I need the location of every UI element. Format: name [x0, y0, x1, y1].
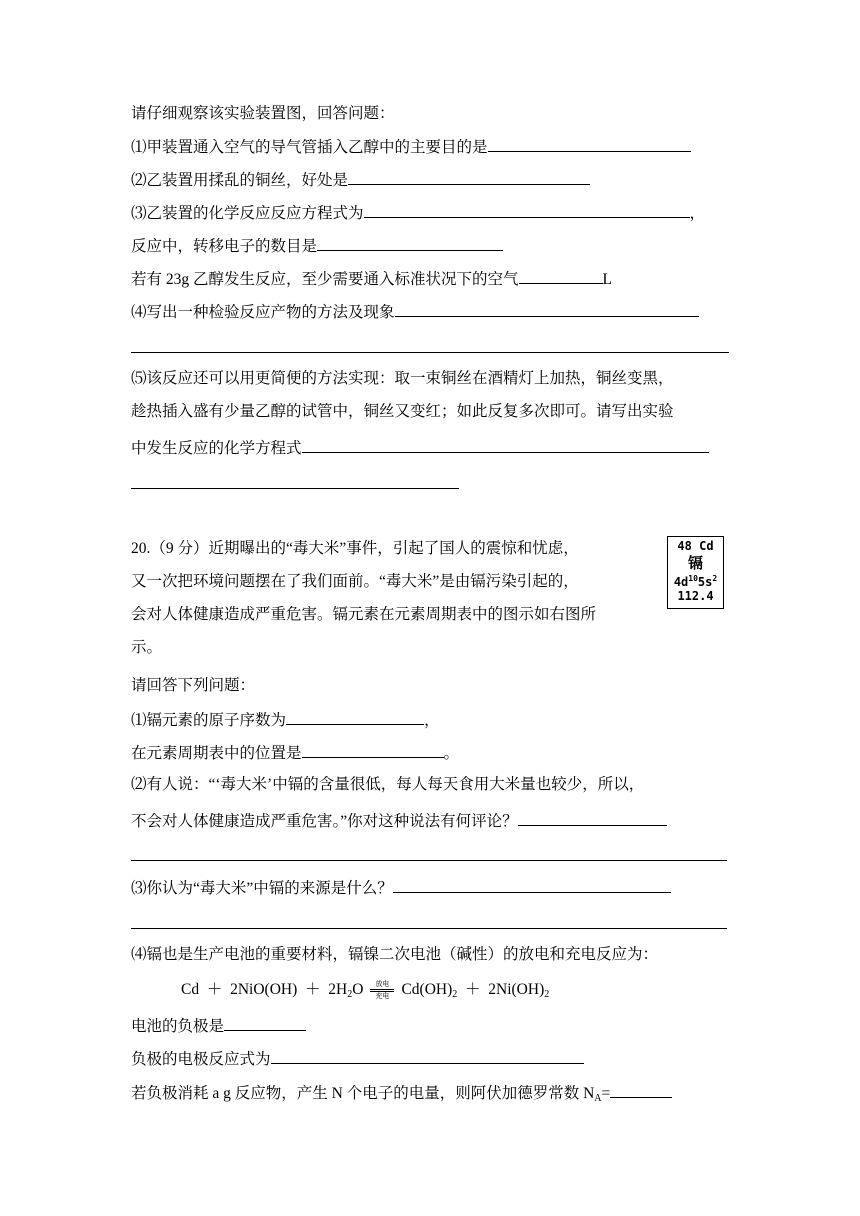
q19-part1-text: ⑴甲装置通入空气的导气管插入乙醇中的主要目的是: [131, 139, 488, 156]
q20-negative-electrode: [131, 1015, 306, 1037]
q19-part3c-unit: L: [602, 271, 612, 288]
atomic-number: 48: [677, 539, 692, 553]
q19-part5-line2: 趁热插入盛有少量乙醇的试管中，铜丝又变红；如此反复多次即可。请写出实验: [131, 403, 674, 420]
q20-line1: 20.（9 分）近期曝出的“毒大米”事件，引起了国人的震惊和忧虑，: [131, 540, 579, 557]
answer-blank[interactable]: [393, 877, 671, 893]
answer-blank[interactable]: [610, 1082, 672, 1098]
answer-blank[interactable]: [271, 1048, 584, 1064]
q20-part2-line1: ⑵有人说：“‘毒大米’中镉的含量很低，每人每天食用大米量也较少，所以，: [131, 776, 645, 793]
q20-negative-equation: [131, 1048, 584, 1070]
answer-blank[interactable]: [302, 437, 709, 453]
q19-part4: [131, 301, 699, 323]
q19-part3c: [131, 268, 612, 290]
q20-avogadro: 若负极消耗 a g 反应物，产生 N 个电子的电量，则阿伏加德罗常数 $N_A=$: [131, 1082, 672, 1109]
q19-part1: [131, 136, 691, 158]
q20-line2: 又一次把环境问题摆在了我们面前。“毒大米”是由镉污染引起的，: [131, 573, 579, 590]
element-name: 镉: [687, 554, 703, 572]
q19-part5-line1: ⑸该反应还可以用更简便的方法实现：取一束铜丝在酒精灯上加热，铜丝变黑，: [131, 370, 674, 387]
q20-part1a-tail: ，: [424, 712, 440, 729]
q19-part3: [131, 202, 705, 224]
q20-part4: ⑷镉也是生产电池的重要材料，镉镍二次电池（碱性）的放电和充电反应为：: [131, 946, 659, 963]
q19-part3-tail: ，: [689, 205, 706, 222]
q19-part4-text: ⑷写出一种检验反应产物的方法及现象: [131, 304, 395, 321]
answer-blank[interactable]: [519, 268, 603, 284]
q20-part2-text: 不会对人体健康造成严重危害。”你对这种说法有何评论？: [131, 813, 518, 830]
q19-part5-line3: [131, 437, 709, 459]
answer-blank[interactable]: [364, 202, 690, 218]
answer-blank[interactable]: [317, 235, 503, 251]
answer-blank[interactable]: [488, 136, 691, 152]
answer-line[interactable]: [131, 860, 727, 861]
electron-config: $4d^{10}5s^2$: [673, 574, 718, 589]
q20-avogadro-text: 若负极消耗 a g 反应物，产生 N 个电子的电量，则阿伏加德罗常数 N: [131, 1085, 595, 1102]
answer-blank[interactable]: [518, 810, 667, 826]
q20-part1b-text: 在元素周期表中的位置是: [131, 745, 302, 762]
answer-blank[interactable]: [224, 1015, 306, 1031]
element-symbol: Cd: [699, 539, 714, 553]
answer-line[interactable]: [131, 928, 727, 929]
q20-part3: [131, 877, 671, 899]
q19-part2: [131, 169, 590, 191]
q20-part1a: [131, 709, 440, 731]
q20-part1b: [131, 742, 459, 764]
q20-part1a-text: ⑴镉元素的原子序数为: [131, 712, 287, 729]
answer-blank[interactable]: [286, 709, 424, 725]
answer-blank[interactable]: [302, 742, 444, 758]
q20-part3-text: ⑶你认为“毒大米”中镉的来源是什么？: [131, 880, 393, 897]
q19-part2-text: ⑵乙装置用揉乱的铜丝，好处是: [131, 172, 349, 189]
q19-intro: 请仔细观察该实验装置图，回答问题：: [131, 105, 395, 122]
battery-equation: $Cd + 2NiO(OH) + 2H_2O$ 放电 充电 $Cd(OH)_2 + 2Ni(OH)_2$: [181, 980, 550, 1001]
q20-part2-line2: [131, 810, 667, 832]
answer-blank[interactable]: [348, 169, 590, 185]
q20-line3: 会对人体健康造成严重危害。镉元素在元素周期表中的图示如右图所: [131, 606, 597, 623]
q20-neg-text: 电池的负极是: [131, 1018, 225, 1035]
q19-part3b: [131, 235, 503, 257]
q20-part1b-tail: 。: [443, 745, 460, 762]
q19-part3b-text: 反应中，转移电子的数目是: [131, 238, 318, 255]
answer-blank[interactable]: [395, 301, 699, 317]
cadmium-element-card: [667, 536, 724, 609]
q19-part3-text: ⑶乙装置的化学反应反应方程式为: [131, 205, 364, 222]
reversible-arrow-icon: 放电 充电: [369, 980, 395, 1000]
answer-line[interactable]: [131, 488, 459, 489]
q20-line4: 示。: [131, 639, 163, 656]
q20-prompt: 请回答下列问题：: [131, 677, 256, 694]
q20-neg-eq-text: 负极的电极反应式为: [131, 1051, 271, 1068]
answer-line[interactable]: [131, 352, 729, 353]
atomic-mass: 112.4: [677, 589, 714, 603]
q19-part3c-text: 若有 23g 乙醇发生反应，至少需要通入标准状况下的空气: [131, 271, 519, 288]
q19-part5-text: 中发生反应的化学方程式: [131, 440, 302, 457]
